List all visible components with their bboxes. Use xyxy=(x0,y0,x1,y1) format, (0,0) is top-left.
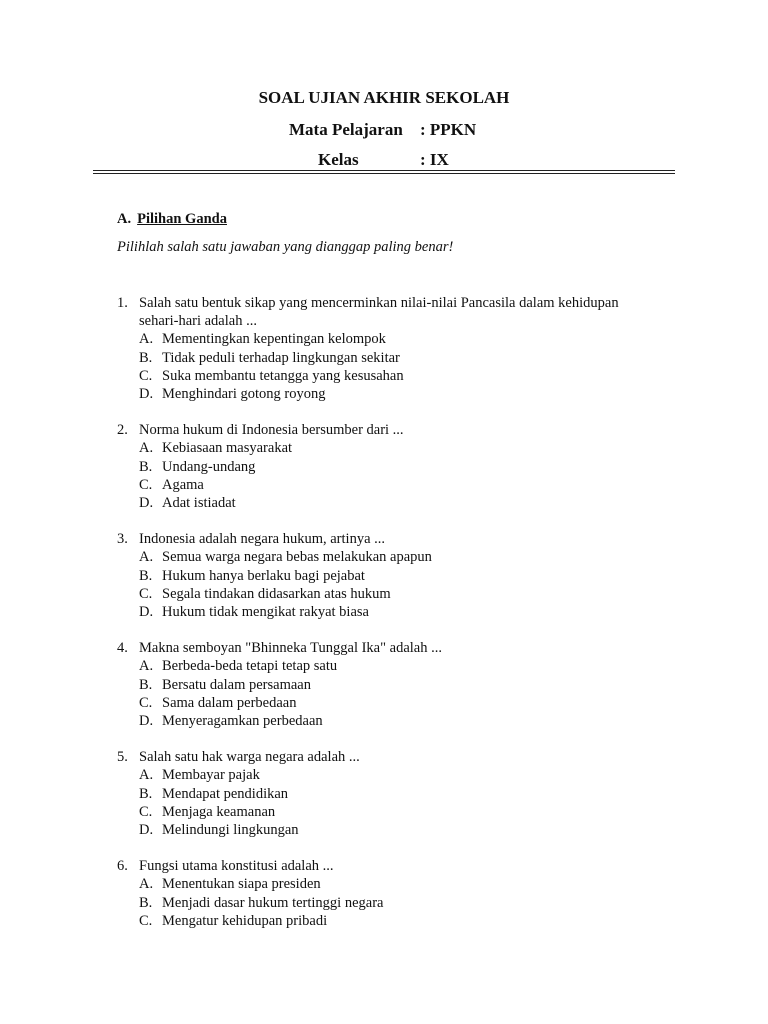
option-text: Suka membantu tetangga yang kesusahan xyxy=(162,367,404,384)
option-d xyxy=(139,712,677,730)
option-d xyxy=(139,385,677,403)
class-label: Kelas xyxy=(318,150,359,169)
option-b xyxy=(139,894,677,912)
option-letter: C. xyxy=(139,367,153,384)
option-text: Bersatu dalam persamaan xyxy=(162,676,311,693)
question-text: Makna semboyan "Bhinneka Tunggal Ika" adalah ... xyxy=(139,640,442,657)
option-letter: C. xyxy=(139,585,153,602)
header-divider-top xyxy=(93,170,675,171)
option-b xyxy=(139,349,677,367)
option-letter: D. xyxy=(139,604,154,621)
option-b xyxy=(139,676,677,694)
question-6 xyxy=(117,857,677,930)
option-d xyxy=(139,603,677,621)
option-text: Hukum hanya berlaku bagi pejabat xyxy=(162,567,365,584)
question-number: 4. xyxy=(117,640,128,657)
section-letter: A. xyxy=(117,211,132,227)
option-c xyxy=(139,367,677,385)
question-5 xyxy=(117,748,677,839)
option-text: Undang-undang xyxy=(162,458,256,475)
option-letter: A. xyxy=(139,549,154,566)
question-number: 3. xyxy=(117,531,128,548)
option-a xyxy=(139,657,677,675)
subject-value: : PPKN xyxy=(420,120,477,139)
option-letter: D. xyxy=(139,495,154,512)
question-text-continued: sehari-hari adalah ... xyxy=(139,313,257,330)
header-divider-bottom xyxy=(93,173,675,174)
option-c xyxy=(139,476,677,494)
option-text: Menjaga keamanan xyxy=(162,803,276,820)
option-letter: C. xyxy=(139,912,153,929)
option-text: Segala tindakan didasarkan atas hukum xyxy=(162,585,391,602)
option-letter: A. xyxy=(139,658,154,675)
option-letter: B. xyxy=(139,458,153,475)
option-text: Tidak peduli terhadap lingkungan sekitar xyxy=(162,349,400,366)
subject-label: Mata Pelajaran xyxy=(289,120,403,139)
option-text: Hukum tidak mengikat rakyat biasa xyxy=(162,604,369,621)
question-number: 5. xyxy=(117,749,128,766)
option-text: Kebiasaan masyarakat xyxy=(162,440,293,457)
option-letter: C. xyxy=(139,803,153,820)
option-c xyxy=(139,803,677,821)
option-text: Menjadi dasar hukum tertinggi negara xyxy=(162,894,384,911)
option-letter: C. xyxy=(139,476,153,493)
option-a xyxy=(139,766,677,784)
option-text: Sama dalam perbedaan xyxy=(162,694,297,711)
option-d xyxy=(139,494,677,512)
option-letter: D. xyxy=(139,822,154,839)
option-letter: C. xyxy=(139,694,153,711)
question-number: 6. xyxy=(117,858,128,875)
option-b xyxy=(139,567,677,585)
document-title: SOAL UJIAN AKHIR SEKOLAH xyxy=(258,88,510,107)
option-letter: B. xyxy=(139,567,153,584)
option-letter: D. xyxy=(139,386,154,403)
option-b xyxy=(139,785,677,803)
class-value: : IX xyxy=(420,150,449,169)
option-text: Berbeda-beda tetapi tetap satu xyxy=(162,658,338,675)
option-letter: B. xyxy=(139,785,153,802)
question-text: Norma hukum di Indonesia bersumber dari ... xyxy=(139,422,404,439)
option-letter: B. xyxy=(139,676,153,693)
option-text: Melindungi lingkungan xyxy=(162,822,299,839)
option-text: Adat istiadat xyxy=(162,495,236,512)
question-1 xyxy=(117,294,677,403)
option-c xyxy=(139,585,677,603)
option-text: Menentukan siapa presiden xyxy=(162,876,321,893)
section-title: Pilihan Ganda xyxy=(137,211,227,227)
question-text: Fungsi utama konstitusi adalah ... xyxy=(139,858,334,875)
option-b xyxy=(139,458,677,476)
option-text: Mementingkan kepentingan kelompok xyxy=(162,331,386,348)
option-letter: B. xyxy=(139,894,153,911)
option-letter: A. xyxy=(139,767,154,784)
section-instruction: Pilihlah salah satu jawaban yang dianggap paling benar! xyxy=(117,239,454,255)
option-a xyxy=(139,548,677,566)
question-2 xyxy=(117,421,677,512)
option-letter: A. xyxy=(139,331,154,348)
question-3 xyxy=(117,530,677,621)
option-text: Menghindari gotong royong xyxy=(162,386,326,403)
option-text: Agama xyxy=(162,476,204,493)
option-letter: A. xyxy=(139,440,154,457)
option-c xyxy=(139,694,677,712)
option-text: Menyeragamkan perbedaan xyxy=(162,713,323,730)
question-text: Indonesia adalah negara hukum, artinya ... xyxy=(139,531,386,548)
question-4 xyxy=(117,639,677,730)
question-number: 1. xyxy=(117,295,128,311)
option-letter: D. xyxy=(139,713,154,730)
option-a xyxy=(139,330,677,348)
question-list xyxy=(117,294,677,948)
question-number: 2. xyxy=(117,422,128,439)
option-text: Mengatur kehidupan pribadi xyxy=(162,912,328,929)
question-text: Salah satu hak warga negara adalah ... xyxy=(139,749,360,766)
option-letter: A. xyxy=(139,876,154,893)
option-text: Semua warga negara bebas melakukan apapun xyxy=(162,549,432,566)
option-d xyxy=(139,821,677,839)
option-text: Mendapat pendidikan xyxy=(162,785,289,802)
option-letter: B. xyxy=(139,349,153,366)
section-heading xyxy=(117,211,227,228)
option-a xyxy=(139,875,677,893)
option-c xyxy=(139,912,677,930)
option-a xyxy=(139,439,677,457)
option-text: Membayar pajak xyxy=(162,767,260,784)
question-text: Salah satu bentuk sikap yang mencerminkan nilai-nilai Pancasila dalam kehidupan xyxy=(139,295,619,311)
